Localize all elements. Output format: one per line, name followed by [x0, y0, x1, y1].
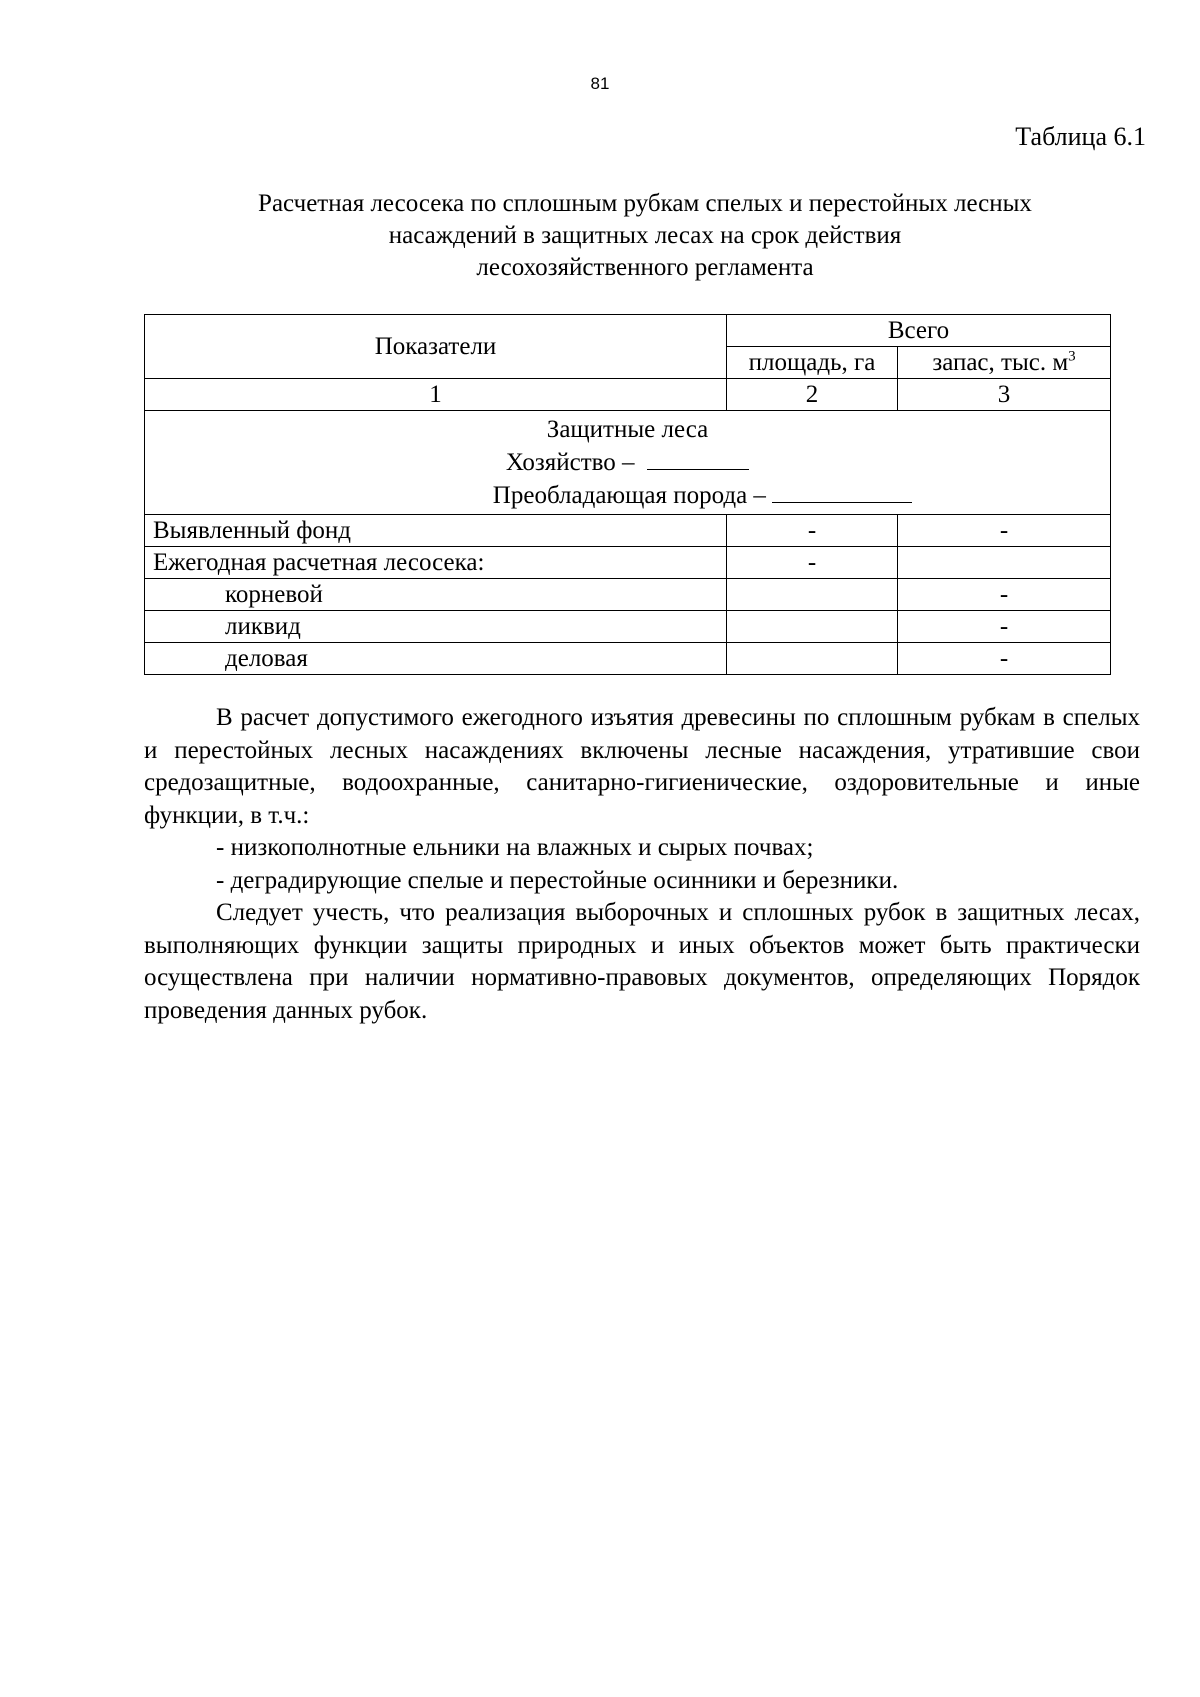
row-stock: -	[898, 643, 1111, 675]
header-stock	[898, 347, 1111, 379]
section-row	[145, 411, 1111, 515]
table-title-line: насаждений в защитных лесах на срок действия	[388, 222, 902, 249]
section-title: Защитные леса	[546, 416, 709, 443]
row-area: -	[727, 547, 898, 579]
row-label: деловая	[145, 643, 727, 675]
table-row	[145, 643, 1111, 675]
row-stock: -	[898, 579, 1111, 611]
column-number: 3	[898, 379, 1111, 411]
section-species-label: Преобладающая порода –	[492, 482, 766, 509]
section-species	[145, 479, 1110, 512]
table-title-line: Расчетная лесосека по сплошным рубкам спелых и перестойных лесных	[258, 190, 1032, 217]
row-area	[727, 579, 898, 611]
row-stock: -	[898, 611, 1111, 643]
body-text	[144, 702, 1140, 1027]
row-label: корневой	[145, 579, 727, 611]
header-indicators: Показатели	[145, 315, 727, 379]
column-number: 2	[727, 379, 898, 411]
header-total: Всего	[727, 315, 1111, 347]
table-title	[145, 188, 1145, 284]
bullet-item: - деградирующие спелые и перестойные осинники и березники.	[216, 866, 899, 894]
header-area: площадь, га	[727, 347, 898, 379]
table-title-line: лесохозяйственного регламента	[476, 254, 814, 281]
row-area: -	[727, 515, 898, 547]
row-area	[727, 643, 898, 675]
table-row	[145, 579, 1111, 611]
row-label: Выявленный фонд	[145, 515, 727, 547]
table-label: Таблица 6.1	[1015, 122, 1146, 151]
header-stock-sup: 3	[1068, 348, 1076, 365]
table-row	[145, 611, 1111, 643]
column-number: 1	[145, 379, 727, 411]
row-label: ликвид	[145, 611, 727, 643]
table-row	[145, 547, 1111, 579]
paragraph: Следует учесть, что реализация выборочных и сплошных рубок в защитных лесах, выполняющих функции защиты природных и иных объектов может быть практически осуществлена при наличии нормативно-правовых документов, определяющих Порядок проведения данных рубок.	[144, 899, 1140, 1024]
header-stock-text: запас, тыс. м	[932, 348, 1069, 376]
section-cell	[145, 411, 1111, 515]
cutting-area-table	[144, 314, 1111, 675]
row-stock	[898, 547, 1111, 579]
row-label: Ежегодная расчетная лесосека:	[145, 547, 727, 579]
section-economy	[145, 446, 1110, 479]
page-number: 81	[590, 74, 610, 93]
table-row	[145, 515, 1111, 547]
row-stock: -	[898, 515, 1111, 547]
paragraph: В расчет допустимого ежегодного изъятия древесины по сплошным рубкам в спелых и перестойных лесных насаждениях включены лесные насаждения, утратившие свои средозащитные, водоохранные, санитарно-гигиенические, оздоровительные и иные функции, в т.ч.:	[144, 704, 1140, 829]
table-header-row	[145, 315, 1111, 347]
economy-blank	[647, 447, 749, 470]
section-economy-label: Хозяйство –	[505, 449, 635, 476]
row-area	[727, 611, 898, 643]
column-numbers-row	[145, 379, 1111, 411]
bullet-item: - низкополнотные ельники на влажных и сырых почвах;	[216, 834, 814, 861]
species-blank	[772, 480, 912, 503]
